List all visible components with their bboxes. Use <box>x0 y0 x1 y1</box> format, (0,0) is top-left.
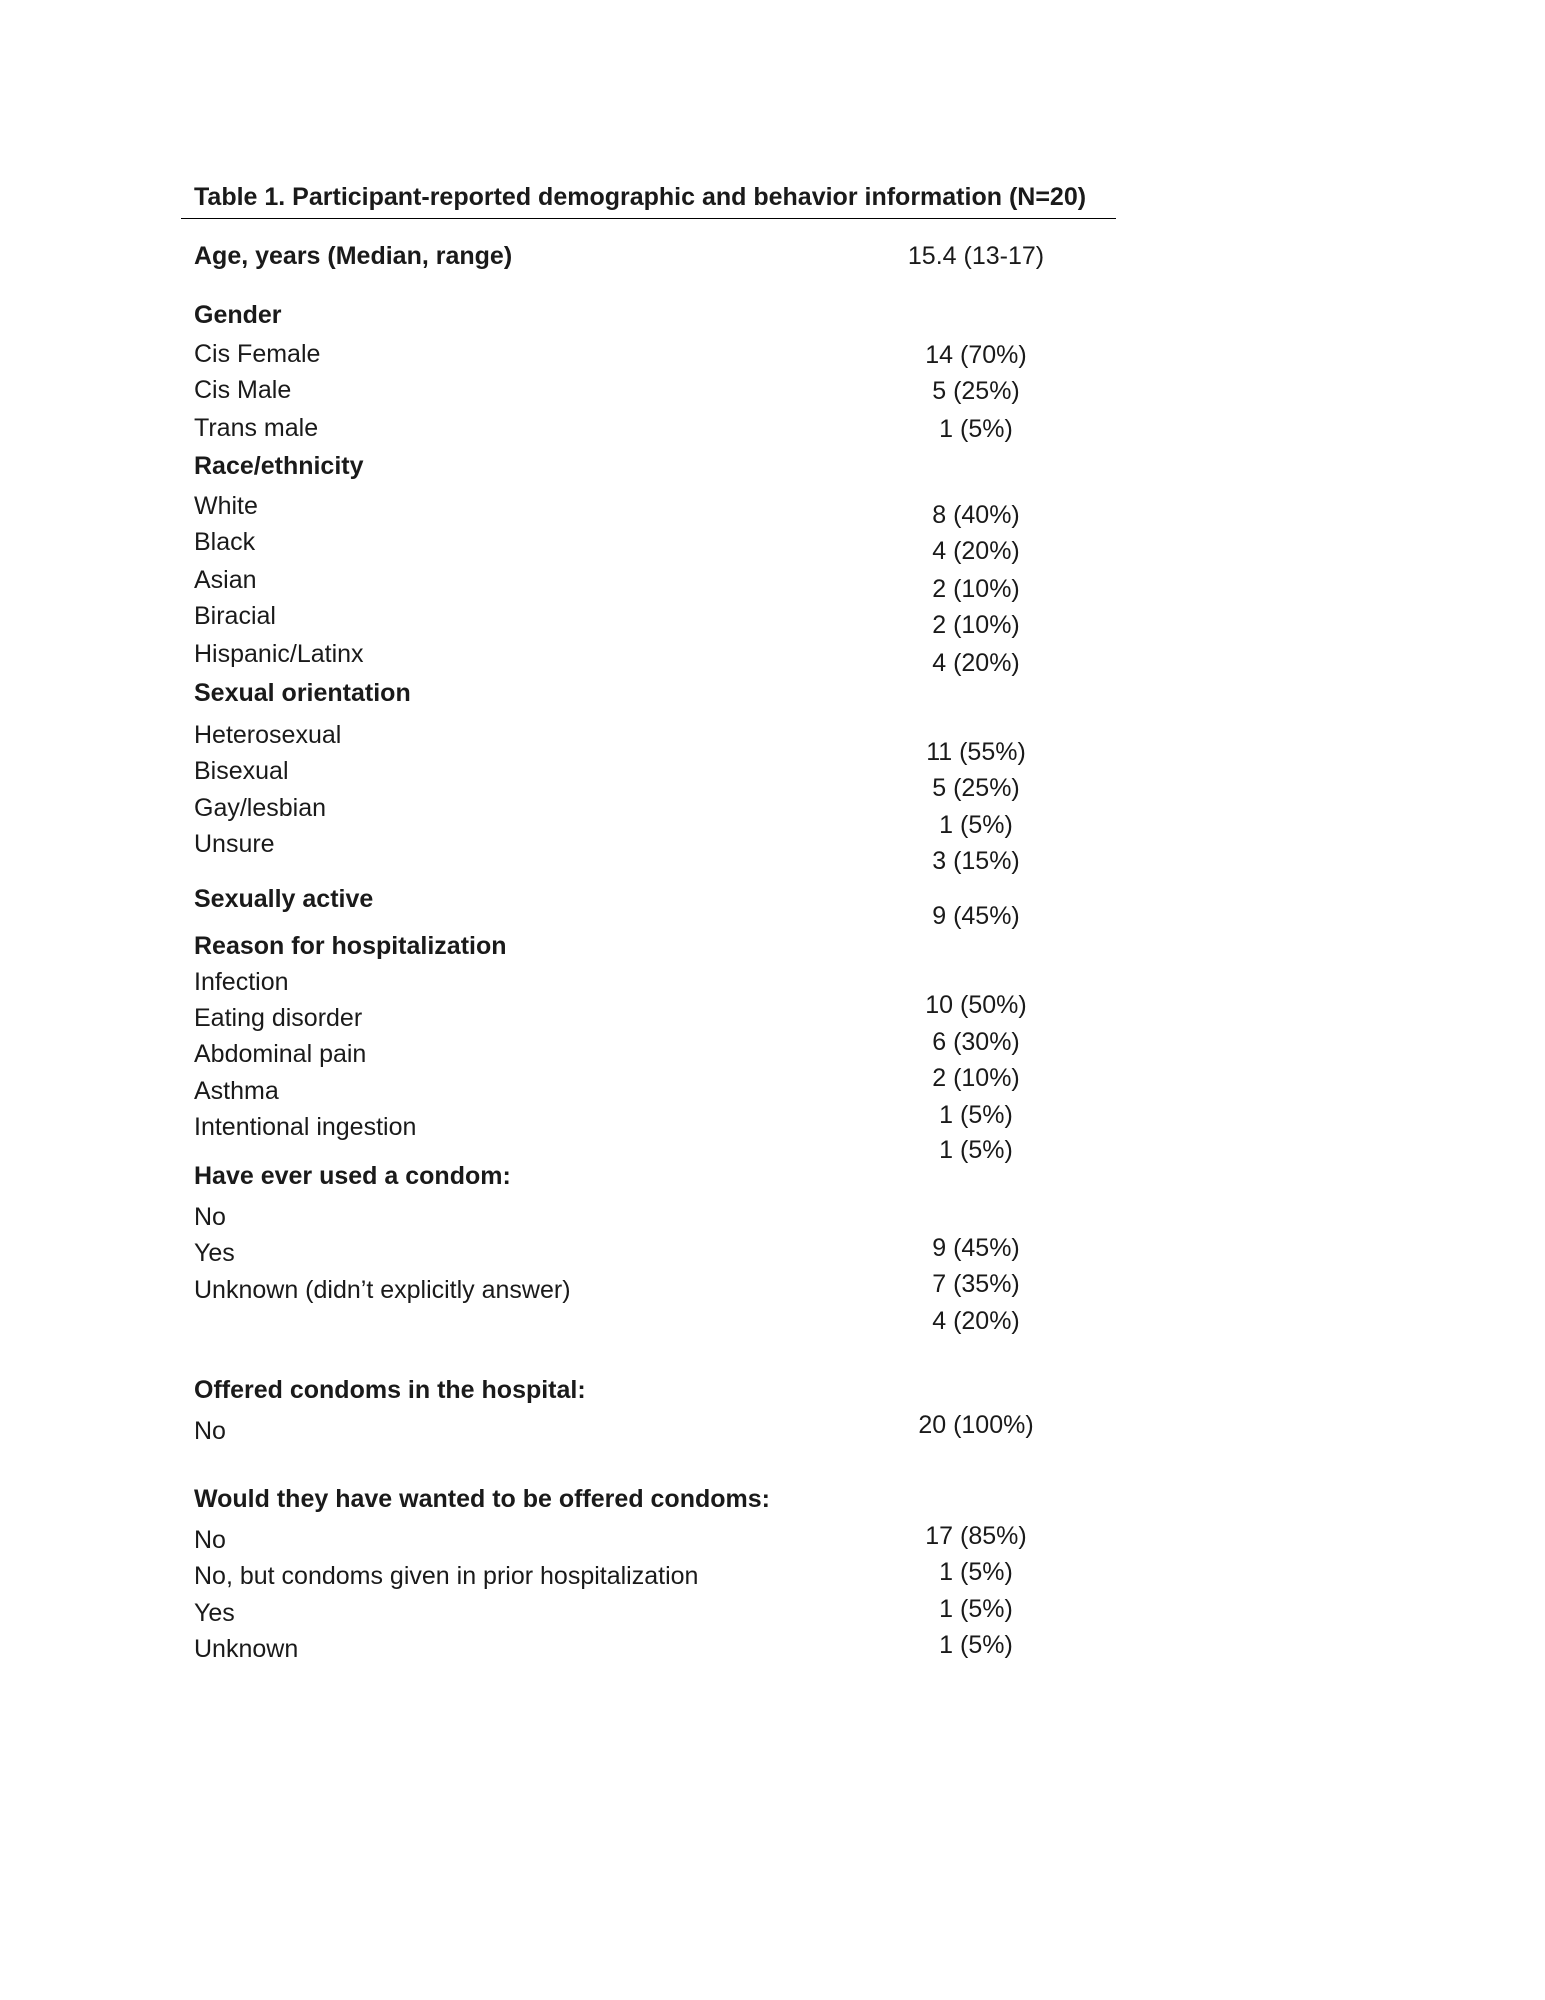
hospitalization-value-abdominal-pain: 2 (10%) <box>932 1064 1020 1092</box>
sexually-active-label: Sexually active <box>194 885 374 913</box>
race-label-biracial: Biracial <box>194 602 276 630</box>
table-title: Table 1. Participant-reported demographic and behavior information (N=20) <box>194 183 1087 211</box>
race-label-black: Black <box>194 528 256 556</box>
offered-label-no: No <box>194 1417 226 1445</box>
orientation-value-bisexual: 5 (25%) <box>932 774 1020 802</box>
offered-value-no: 20 (100%) <box>918 1411 1034 1439</box>
gender-label-cis-male: Cis Male <box>194 376 292 404</box>
condom-ever-value-unknown: 4 (20%) <box>932 1307 1020 1335</box>
orientation-value-gay-lesbian: 1 (5%) <box>939 811 1013 839</box>
condom-ever-label-no: No <box>194 1203 226 1231</box>
title-divider <box>181 218 1116 219</box>
wanted-value-no: 17 (85%) <box>925 1522 1027 1550</box>
condom-ever-value-yes: 7 (35%) <box>932 1270 1020 1298</box>
hospitalization-value-ingestion: 1 (5%) <box>939 1136 1013 1164</box>
race-label-asian: Asian <box>194 566 257 594</box>
race-value-biracial: 2 (10%) <box>932 611 1020 639</box>
wanted-value-yes: 1 (5%) <box>939 1595 1013 1623</box>
wanted-value-unknown: 1 (5%) <box>939 1631 1013 1659</box>
wanted-value-no-prior: 1 (5%) <box>939 1558 1013 1586</box>
orientation-label-gay-lesbian: Gay/lesbian <box>194 794 327 822</box>
hospitalization-label-eating-disorder: Eating disorder <box>194 1004 363 1032</box>
gender-value-cis-male: 5 (25%) <box>932 377 1020 405</box>
condom-ever-label-yes: Yes <box>194 1239 235 1267</box>
race-value-asian: 2 (10%) <box>932 575 1020 603</box>
age-value: 15.4 (13-17) <box>907 242 1045 270</box>
gender-label-trans-male: Trans male <box>194 414 319 442</box>
orientation-header: Sexual orientation <box>194 679 411 707</box>
race-value-black: 4 (20%) <box>932 537 1020 565</box>
wanted-header: Would they have wanted to be offered condoms: <box>194 1485 770 1513</box>
race-label-white: White <box>194 492 258 520</box>
hospitalization-label-ingestion: Intentional ingestion <box>194 1113 417 1141</box>
hospitalization-value-asthma: 1 (5%) <box>939 1101 1013 1129</box>
race-header: Race/ethnicity <box>194 452 364 480</box>
wanted-label-no-prior: No, but condoms given in prior hospitalization <box>194 1562 699 1590</box>
condom-ever-label-unknown: Unknown (didn’t explicitly answer) <box>194 1276 571 1304</box>
hospitalization-header: Reason for hospitalization <box>194 932 507 960</box>
gender-header: Gender <box>194 301 282 329</box>
wanted-label-no: No <box>194 1526 226 1554</box>
gender-value-cis-female: 14 (70%) <box>925 341 1027 369</box>
gender-value-trans-male: 1 (5%) <box>939 415 1013 443</box>
race-value-hispanic: 4 (20%) <box>932 649 1020 677</box>
wanted-label-unknown: Unknown <box>194 1635 299 1663</box>
hospitalization-value-eating-disorder: 6 (30%) <box>932 1028 1020 1056</box>
orientation-value-unsure: 3 (15%) <box>932 847 1020 875</box>
orientation-label-heterosexual: Heterosexual <box>194 721 342 749</box>
race-value-white: 8 (40%) <box>932 501 1020 529</box>
race-label-hispanic: Hispanic/Latinx <box>194 640 364 668</box>
orientation-label-unsure: Unsure <box>194 830 275 858</box>
age-label: Age, years (Median, range) <box>194 242 513 270</box>
hospitalization-label-asthma: Asthma <box>194 1077 279 1105</box>
orientation-label-bisexual: Bisexual <box>194 757 289 785</box>
offered-header: Offered condoms in the hospital: <box>194 1376 586 1404</box>
condom-ever-value-no: 9 (45%) <box>932 1234 1020 1262</box>
condom-ever-header: Have ever used a condom: <box>194 1162 511 1190</box>
gender-label-cis-female: Cis Female <box>194 340 321 368</box>
hospitalization-value-infection: 10 (50%) <box>925 991 1027 1019</box>
wanted-label-yes: Yes <box>194 1599 235 1627</box>
hospitalization-label-abdominal-pain: Abdominal pain <box>194 1040 367 1068</box>
sexually-active-value: 9 (45%) <box>932 902 1020 930</box>
orientation-value-heterosexual: 11 (55%) <box>926 738 1026 766</box>
hospitalization-label-infection: Infection <box>194 968 289 996</box>
